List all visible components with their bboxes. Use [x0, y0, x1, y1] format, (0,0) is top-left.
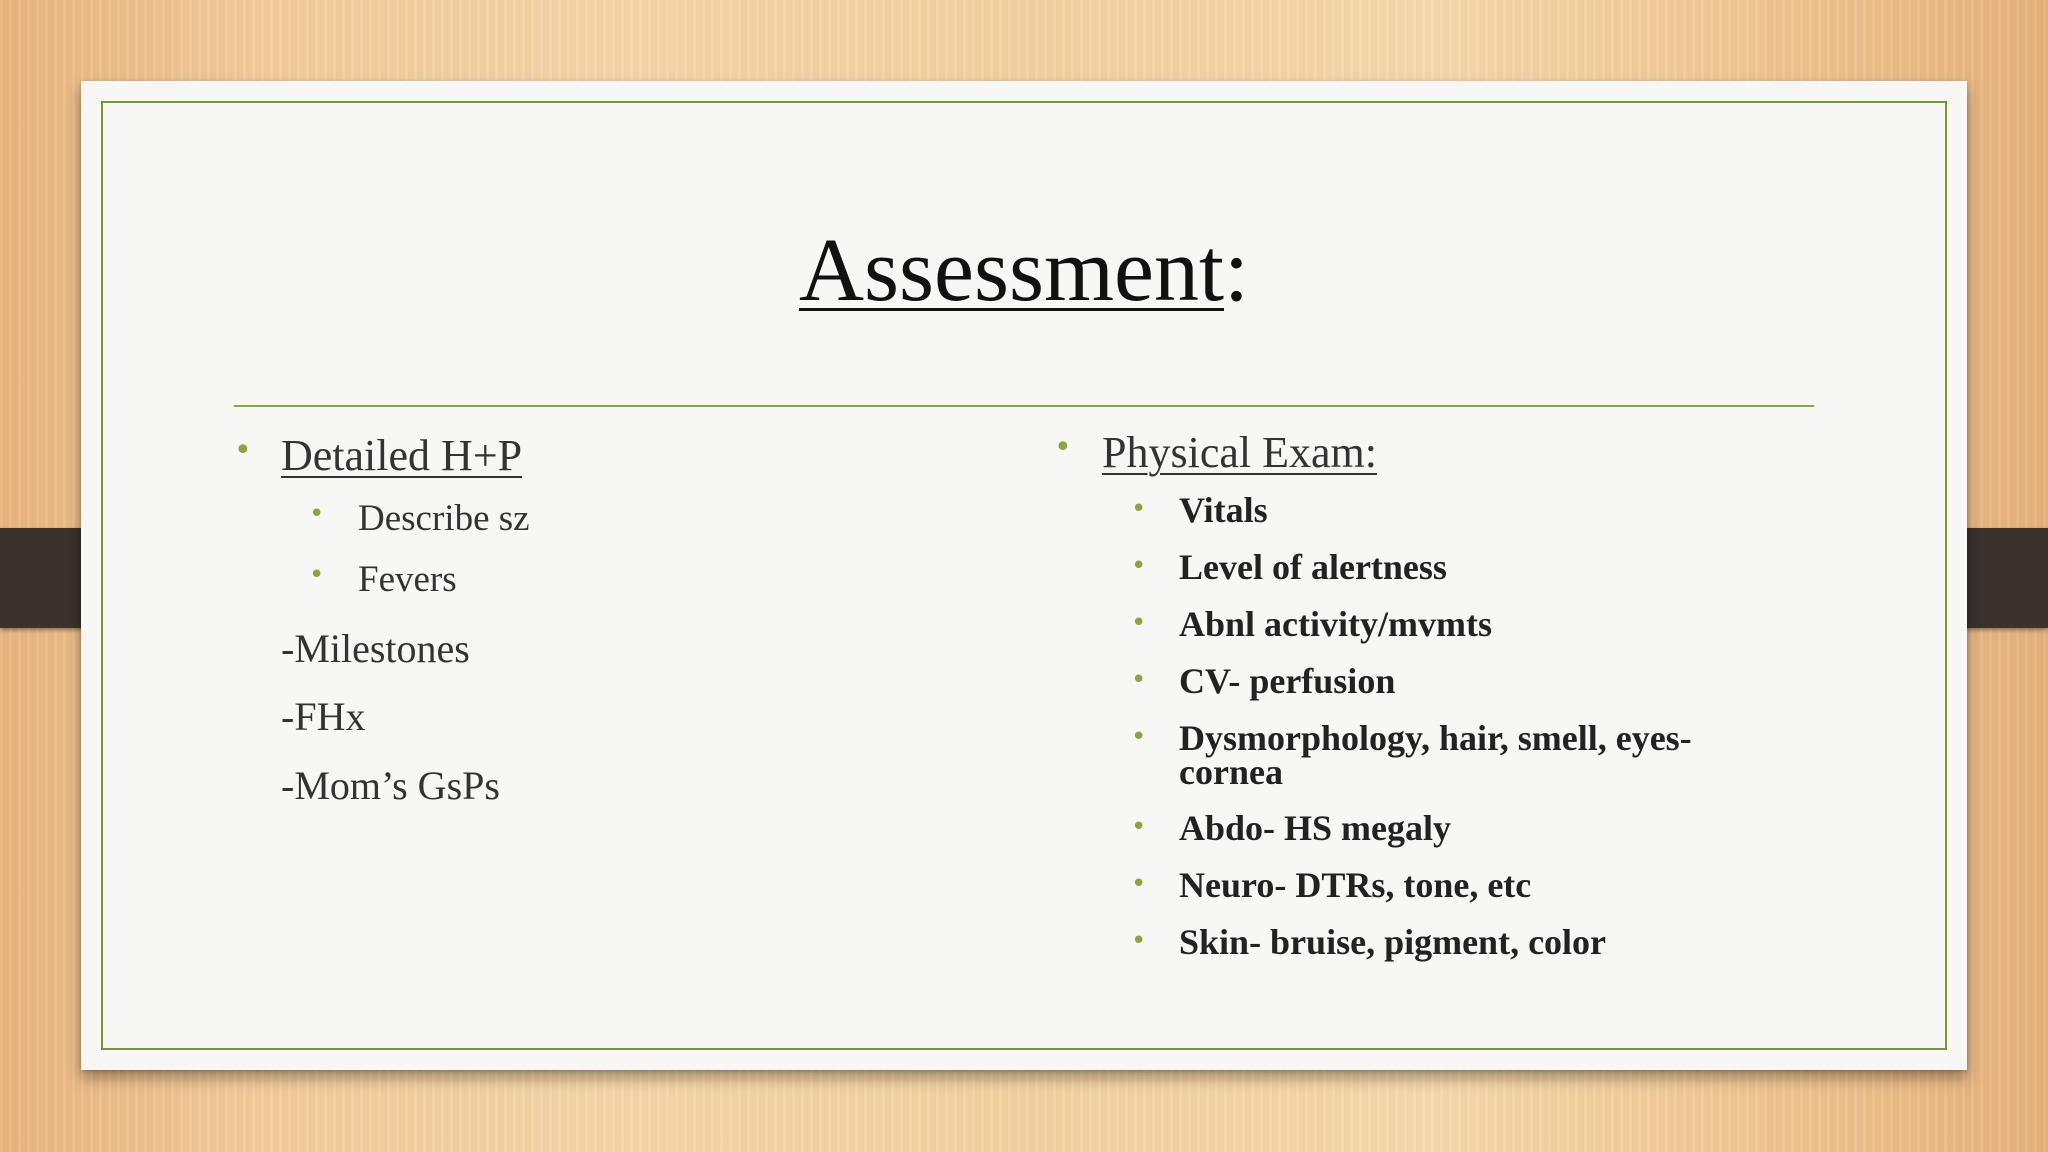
bullet-dot-icon: •	[1131, 608, 1147, 638]
exam-item-continued: cornea	[1179, 752, 1283, 792]
bullet-dot-icon: •	[1131, 926, 1147, 956]
slide-title-text: Assessment	[798, 221, 1224, 320]
left-sub-item: Describe sz	[358, 498, 530, 539]
left-heading: Detailed H+P	[281, 431, 523, 480]
bullet-dot-icon: •	[309, 499, 325, 529]
exam-item: Dysmorphology, hair, smell, eyes-	[1179, 718, 1692, 758]
left-plain-item: -FHx	[281, 694, 366, 739]
bullet-dot-icon: •	[1131, 722, 1147, 752]
bullet-dot-icon: •	[1131, 551, 1147, 581]
title-divider	[234, 405, 1814, 407]
exam-item: Abnl activity/mvmts	[1179, 604, 1492, 644]
left-plain-item: -Mom’s GsPs	[281, 763, 500, 808]
exam-item: CV- perfusion	[1179, 661, 1396, 701]
bullet-dot-icon: •	[1131, 665, 1147, 695]
exam-item: Abdo- HS megaly	[1179, 808, 1452, 848]
bullet-dot-icon: •	[1131, 812, 1147, 842]
bullet-dot-icon: •	[1131, 494, 1147, 524]
exam-item: Neuro- DTRs, tone, etc	[1179, 865, 1532, 905]
right-heading: Physical Exam:	[1102, 428, 1377, 477]
slide-title	[81, 221, 1967, 320]
bullet-dot-icon: •	[1054, 430, 1072, 465]
bullet-dot-icon: •	[234, 433, 252, 468]
left-plain-item: -Milestones	[281, 626, 470, 671]
exam-item: Vitals	[1179, 490, 1268, 530]
bullet-dot-icon: •	[1131, 869, 1147, 899]
exam-item: Level of alertness	[1179, 547, 1447, 587]
slide-title-colon: :	[1223, 221, 1249, 320]
left-sub-item: Fevers	[358, 559, 457, 600]
slide-card	[81, 81, 1967, 1070]
bullet-dot-icon: •	[309, 560, 325, 590]
exam-item: Skin- bruise, pigment, color	[1179, 922, 1607, 962]
